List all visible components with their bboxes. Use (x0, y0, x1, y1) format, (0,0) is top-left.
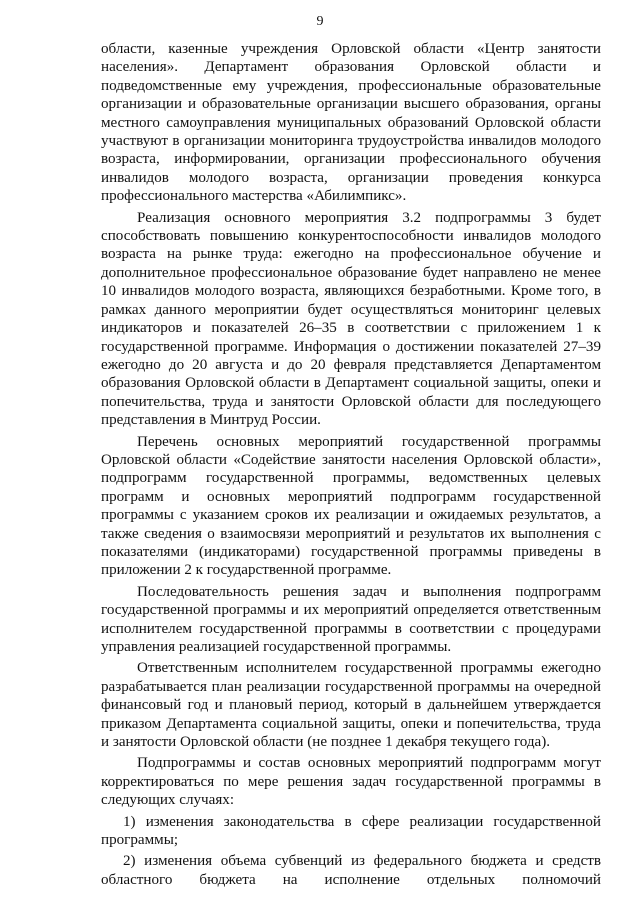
paragraph-5: Ответственным исполнителем государственной программы ежегодно разрабатывается план реализации государственной программы на очередной финансовый год и плановый период, который в дальнейшем утверждается приказом Департамента социальной защиты, опеки и попечительства, труда и занятости Орловской области (не позднее 1 декабря текущего года). (101, 660, 601, 751)
document-body (101, 40, 601, 892)
paragraph-4: Последовательность решения задач и выполнения подпрограмм государственной программы и их мероприятий определяется ответственным исполнителем государственной программы в соответствии с процедурами управления реализацией государственной программы. (101, 583, 601, 655)
page-number: 9 (316, 14, 324, 29)
paragraph-2: Реализация основного мероприятия 3.2 подпрограммы 3 будет способствовать повышению конкурентоспособности инвалидов молодого возраста на рынке труда: ежегодно на профессиональное обучение и дополнительное профессиональное образование будет направлено не менее 10 инвалидов молодого возраста, являющихся безработными. Кроме того, в рамках данного мероприятии будет осуществляться мониторинг целевых индикаторов и показателей 26–35 в соответствии с приложением 1 к государственной программе. Информация о достижении показателей 27–39 ежегодно до 20 августа и до 20 февраля представляется Департаментом образования Орловской области в Департамент социальной защиты, опеки и попечительства, труда и занятости Орловской области для последующего представления в Минтруд России. (101, 209, 601, 429)
paragraph-3: Перечень основных мероприятий государственной программы Орловской области «Содействие занятости населения Орловской области», подпрограмм государственной программы, ведомственных целевых программ и основных мероприятий подпрограмм государственной программы с указанием сроков их реализации и ожидаемых результатов, а также сведения о взаимосвязи мероприятий и результатов их выполнения с показателями (индикаторами) государственной программы приведены в приложении 2 к государственной программе. (101, 433, 601, 579)
paragraph-1: области, казенные учреждения Орловской области «Центр занятости населения». Департамент образования Орловской области и подведомственные ему учреждения, профессиональные образовательные организации и образовательные организации высшего образования, органы местного самоуправления муниципальных образований Орловской области участвуют в организации мониторинга трудоустройства инвалидов молодого возраста, информировании, организации профессионального обучения инвалидов молодого возраста, организации проведения конкурса профессионального мастерства «Абилимпикс». (101, 41, 601, 205)
paragraph-7: 1) изменения законодательства в сфере реализации государственной программы; (101, 813, 601, 849)
paragraph-8: 2) изменения объема субвенций из федерального бюджета и средств областного бюджета на исполнение отдельных полномочий (101, 853, 601, 888)
paragraph-6: Подпрограммы и состав основных мероприятий подпрограмм могут корректироваться по мере решения задач государственной программы в следующих случаях: (101, 755, 601, 809)
